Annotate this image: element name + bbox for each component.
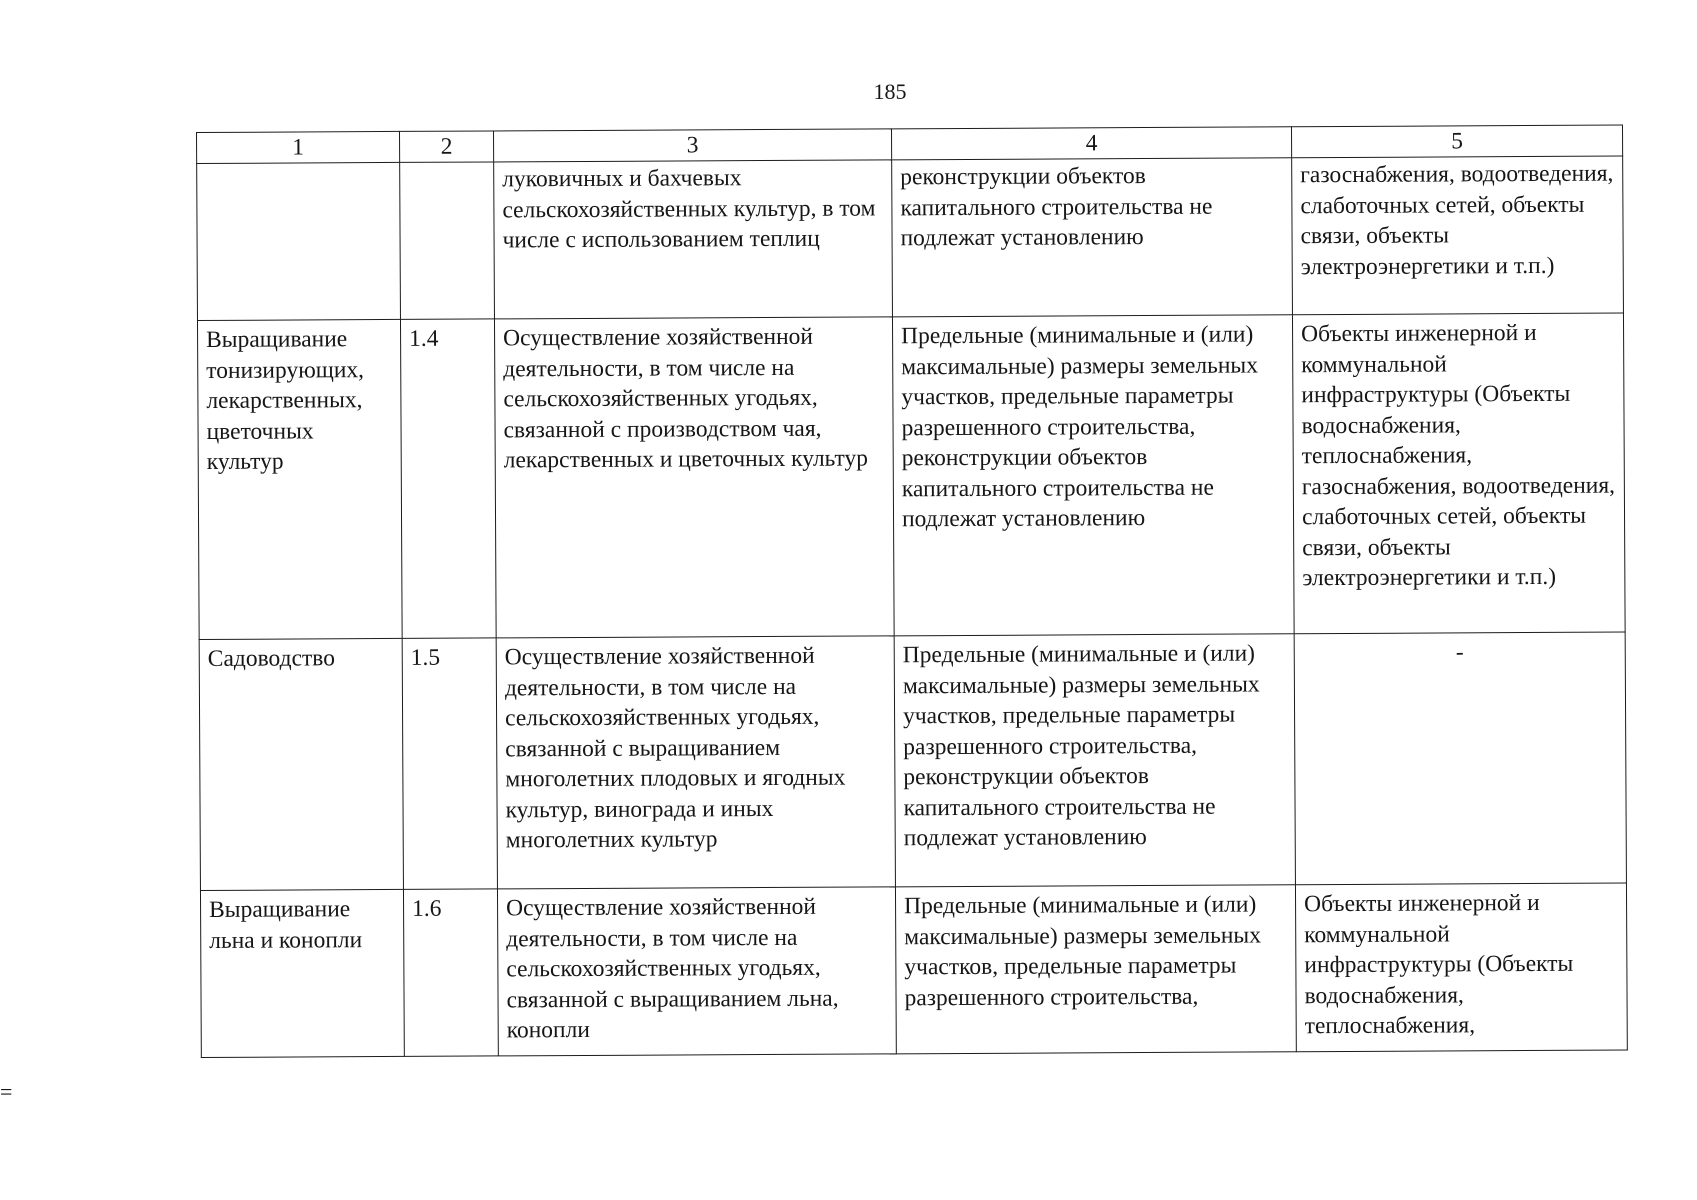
use-name-cell: Выращивание льна и конопли (200, 889, 404, 1057)
use-name-cell: Выращивание тонизирующих, лекарственных, цветочных культур (197, 319, 402, 639)
column-header-5: 5 (1291, 125, 1622, 158)
parameters-cell: Предельные (минимальные и (или) максимальные) размеры земельных участков, предельные параметры разрешенного строительства, (895, 885, 1296, 1054)
use-description-cell: Осуществление хозяйственной деятельности, в том числе на сельскохозяйственных угодьях, связанной с производством чая, лекарственных и цветочных культур (494, 317, 894, 638)
margin-mark: = (0, 1079, 13, 1104)
table-row (199, 632, 1626, 890)
use-description-cell: Осуществление хозяйственной деятельности, в том числе на сельскохозяйственных угодьях, связанной с выращиванием льна, конопли (497, 887, 896, 1056)
auxiliary-uses-cell: Объекты инженерной и коммунальной инфраструктуры (Объекты водоснабжения, теплоснабжения, (1295, 883, 1627, 1052)
column-header-3: 3 (493, 129, 891, 162)
auxiliary-uses-cell: газоснабжения, водоотведения, слаботочных сетей, объекты связи, объекты электроэнергетики и т.п.) (1292, 156, 1624, 315)
use-code-cell (400, 162, 495, 319)
use-name-cell (197, 162, 401, 320)
auxiliary-uses-cell: - (1294, 632, 1626, 885)
table-row (197, 313, 1625, 639)
column-header-2: 2 (399, 131, 493, 162)
page-number: 185 (873, 79, 907, 104)
land-use-table (196, 125, 1628, 1058)
use-description-cell: Осуществление хозяйственной деятельности, в том числе на сельскохозяйственных угодьях, связанной с выращиванием многолетних плодовых и ягодных культур, винограда и иных многолетних культур (496, 636, 895, 889)
use-code-cell: 1.6 (403, 889, 498, 1056)
table-row (197, 156, 1624, 320)
use-code-cell: 1.5 (402, 638, 497, 889)
table-row (200, 883, 1627, 1057)
column-header-4: 4 (891, 127, 1291, 160)
use-description-cell: луковичных и бахчевых сельскохозяйственных культур, в том числе с использованием теплиц (494, 160, 893, 319)
auxiliary-uses-cell: Объекты инженерной и коммунальной инфраструктуры (Объекты водоснабжения, теплоснабжения, газоснабжения, водоотведения, слаботочных сетей, объекты связи, объекты электроэнергетики и т.п.) (1292, 313, 1625, 634)
column-header-1: 1 (197, 131, 400, 163)
use-code-cell: 1.4 (400, 319, 496, 638)
use-name-cell: Садоводство (199, 638, 403, 890)
parameters-cell: реконструкции объектов капитального строительства не подлежат установлению (892, 158, 1293, 317)
parameters-cell: Предельные (минимальные и (или) максимальные) размеры земельных участков, предельные параметры разрешенного строительства, реконструкции объектов капитального строительства не подлежат установлению (894, 634, 1295, 887)
parameters-cell: Предельные (минимальные и (или) максимальные) размеры земельных участков, предельные параметры разрешенного строительства, реконструкции объектов капитального строительства не подлежат установлению (892, 315, 1294, 636)
